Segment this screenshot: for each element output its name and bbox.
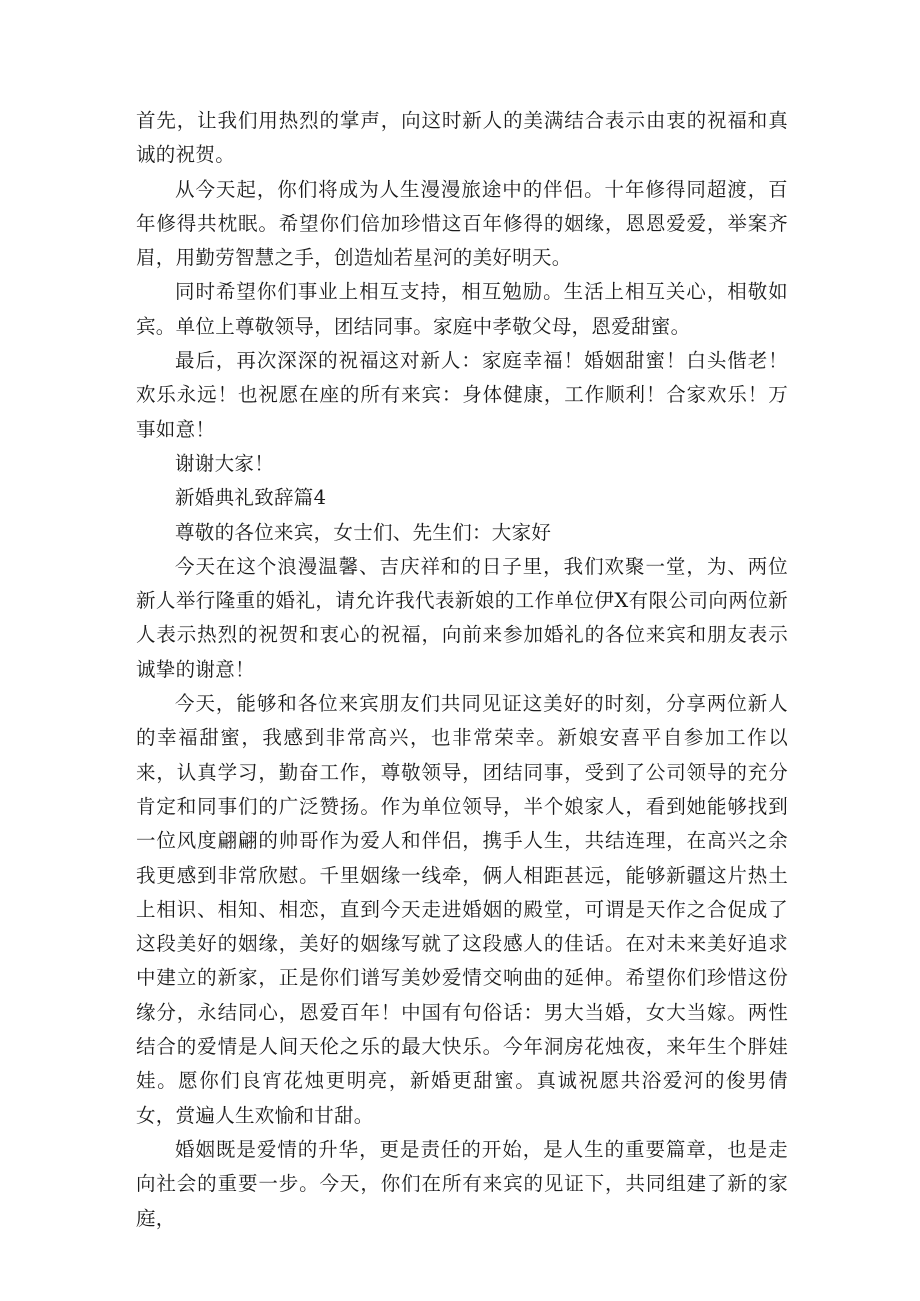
paragraph-salutation: 尊敬的各位来宾，女士们、先生们：大家好 [175, 520, 552, 544]
paragraph-thanks: 谢谢大家！ [175, 451, 275, 475]
paragraph-opening-applause: 首先，让我们用热烈的掌声，向这时新人的美满结合表示由衷的祝福和真诚的祝贺。 [136, 109, 788, 167]
paragraph-life-partners: 从今天起，你们将成为人生漫漫旅途中的伴侣。十年修得同超渡，百年修得共枕眠。希望你们倍加珍惜这百年修得的姻缘，恩恩爱爱，举案齐眉，用勤劳智慧之手，创造灿若星河的美好明天。 [136, 177, 788, 270]
section-heading: 新婚典礼致辞篇4 [175, 486, 327, 510]
paragraph-marriage-responsibility: 婚姻既是爱情的升华，更是责任的开始，是人生的重要篇章，也是走向社会的重要一步。今天，你们在所有来宾的见证下，共同组建了新的家庭， [136, 1137, 788, 1230]
paragraph-final-blessing: 最后，再次深深的祝福这对新人：家庭幸福！婚姻甜蜜！白头偕老！欢乐永远！也祝愿在座的所有来宾：身体健康，工作顺利！合家欢乐！万事如意！ [136, 349, 788, 441]
paragraph-mutual-support: 同时希望你们事业上相互支持，相互勉励。生活上相互关心，相敬如宾。单位上尊敬领导，团结同事。家庭中孝敬父母，恩爱甜蜜。 [136, 280, 788, 338]
paragraph-welcome: 今天在这个浪漫温馨、吉庆祥和的日子里，我们欢聚一堂，为、两位新人举行隆重的婚礼，请允许我代表新娘的工作单位伊X有限公司向两位新人表示热烈的祝贺和衷心的祝福，向前来参加婚礼的各位来宾和朋友表示诚挚的谢意！ [136, 554, 788, 681]
paragraph-witness: 今天，能够和各位来宾朋友们共同见证这美好的时刻，分享两位新人的幸福甜蜜，我感到非常高兴，也非常荣幸。新娘安喜平自参加工作以来，认真学习，勤奋工作，尊敬领导，团结同事，受到了公司领导的充分肯定和同事们的广泛赞扬。作为单位领导，半个娘家人，看到她能够找到一位风度翩翩的帅哥作为爱人和伴侣，携手人生，共结连理，在高兴之余我更感到非常欣慰。千里姻缘一线牵，俩人相距甚远，能够新疆这片热土上相识、相知、相恋，直到今天走进婚姻的殿堂，可谓是天作之合促成了这段美好的姻缘，美好的姻缘写就了这段感人的佳话。在对未来美好追求中建立的新家，正是你们谱写美妙爱情交响曲的延伸。希望你们珍惜这份缘分，永结同心，恩爱百年！中国有句俗话：男大当婚，女大当嫁。两性结合的爱情是人间天伦之乐的最大快乐。今年洞房花烛夜，来年生个胖娃娃。愿你们良宵花烛更明亮，新婚更甜蜜。真诚祝愿共浴爱河的俊男倩女，赏遍人生欢愉和甘甜。 [136, 692, 788, 1127]
document-page [136, 104, 788, 1236]
